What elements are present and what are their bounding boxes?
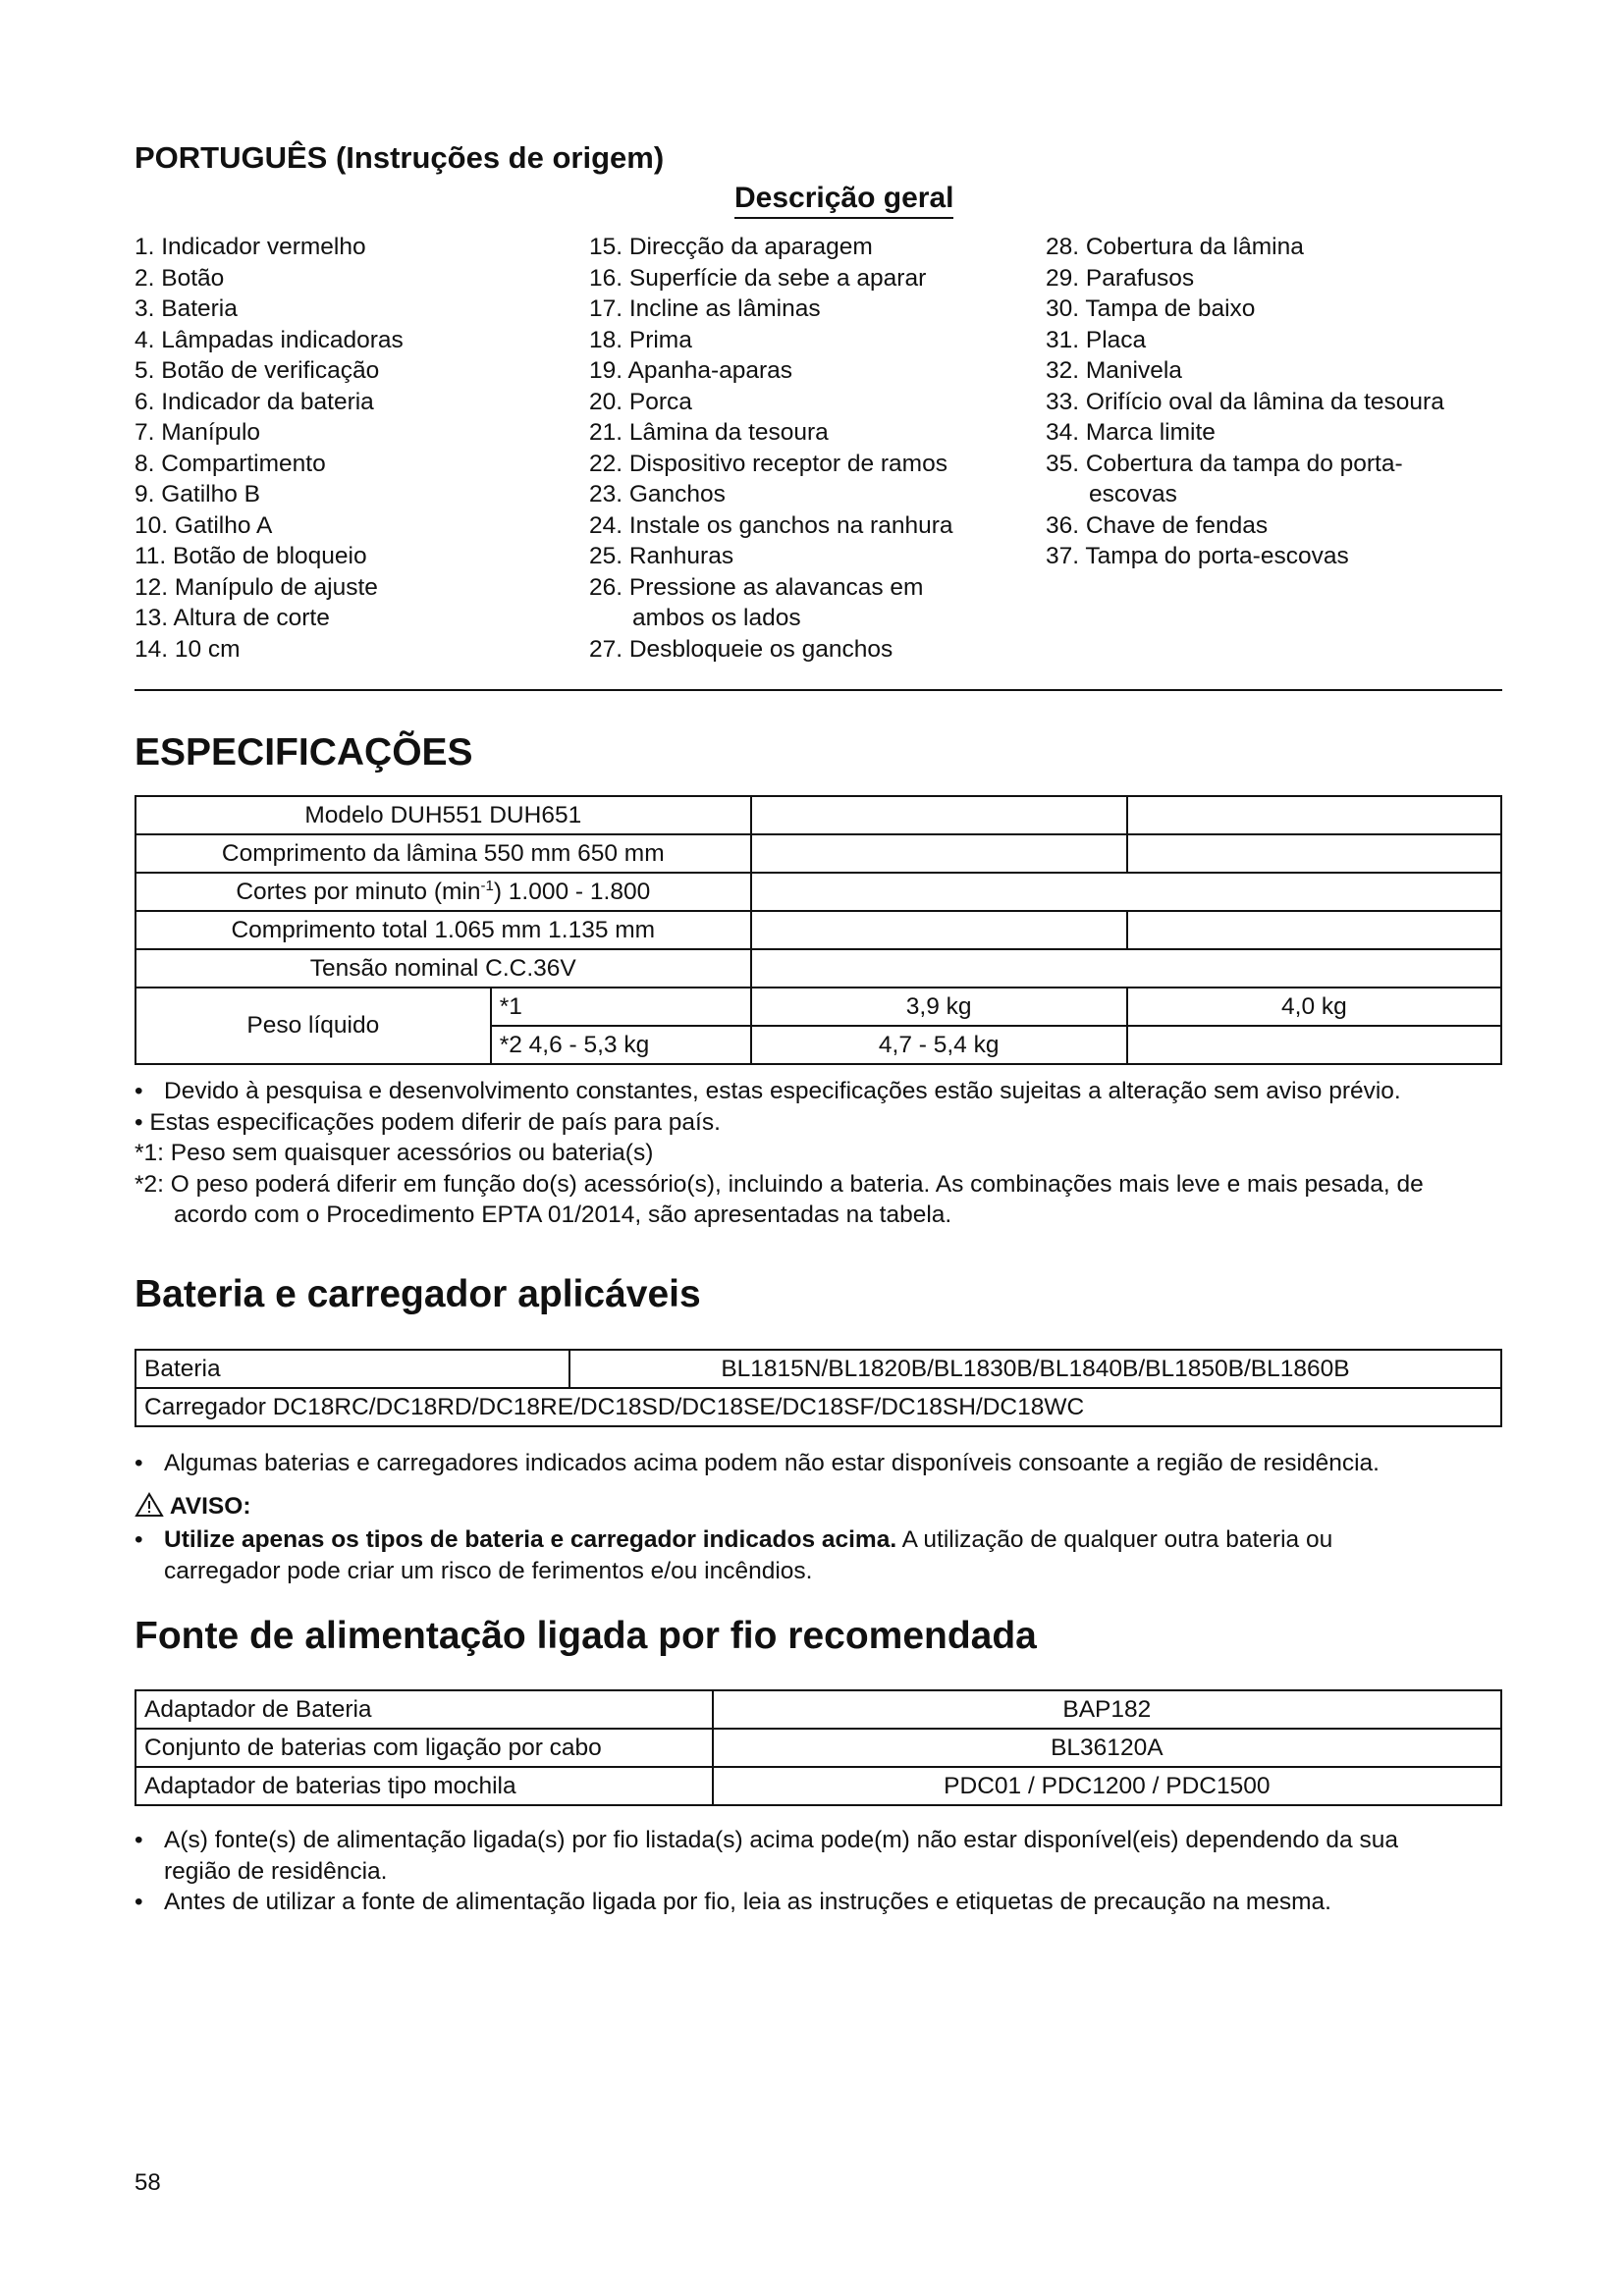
list-item: 8. Compartimento [135,450,326,477]
spec-cuts-per-minute: Cortes por minuto $(\min^{-1})$ 1.000 - 1.800 [135,873,751,911]
list-item-continuation: escovas [1089,481,1177,507]
table-row [135,911,1501,949]
warning-item: • Utilize apenas os tipos de bateria e carregador indicados acima. A utilização de qualquer outra bateria ou [135,1526,1333,1553]
battery-label: Bateria [135,1350,569,1388]
list-item: 18. Prima [589,326,692,353]
warning-heading: AVISO: [135,1492,251,1521]
battery-note [135,1448,1509,1479]
list-item: 20. Porca [589,388,692,415]
power-source-notes [135,1825,1509,1918]
power-source-model: BL36120A [713,1729,1501,1767]
specifications-table [135,795,1502,1065]
warning-text [135,1524,1509,1586]
list-item: 11. Botão de bloqueio [135,543,367,569]
warning-triangle-icon [135,1492,164,1518]
page-number: 58 [135,2169,161,2196]
note-item-continuation: acordo com o Procedimento EPTA 01/2014, são apresentadas na tabela. [174,1201,952,1228]
list-item: 17. Incline as lâminas [589,295,821,322]
spec-weight-1-value-b: 4,0 kg [1127,988,1501,1026]
battery-models: BL1815N/BL1820B/BL1830B/BL1840B/BL1850B/BL1860B [569,1350,1501,1388]
list-item: 23. Ganchos [589,481,726,507]
list-item: 12. Manípulo de ajuste [135,573,378,601]
specifications-heading: ESPECIFICAÇÕES [135,731,473,774]
note-item: *1: Peso sem quaisquer acessórios ou bateria(s) [135,1140,654,1166]
table-row [135,873,1501,911]
list-item: 33. Orifício oval da lâmina da tesoura [1046,388,1444,415]
list-item-continuation: ambos os lados [632,605,801,631]
battery-charger-table [135,1349,1502,1427]
list-item: 30. Tampa de baixo [1046,295,1256,322]
table-row [135,1388,1501,1426]
power-source-model: BAP182 [713,1690,1501,1729]
power-source-label: Adaptador de baterias tipo mochila [135,1767,713,1805]
table-row [135,796,1501,834]
spec-weight-1-value-a: 3,9 kg [751,988,1127,1026]
note-item-continuation: região de residência. [164,1857,388,1885]
note-item: • Estas especificações podem diferir de país para país. [135,1108,721,1136]
spec-model: Modelo DUH551 DUH651 [135,796,751,834]
spec-weight-2-value: 4,7 - 5,4 kg [751,1026,1127,1064]
parts-list-column-1 [135,232,404,665]
list-item: 19. Apanha-aparas [589,357,793,384]
parts-list-column-3 [1046,232,1444,572]
list-item: 34. Marca limite [1046,419,1216,446]
list-item: 22. Dispositivo receptor de ramos [589,450,947,477]
spec-net-weight-label: Peso líquido [135,988,491,1064]
power-source-model: PDC01 / PDC1200 / PDC1500 [713,1767,1501,1805]
section-title-general-description: Descrição geral [734,182,953,219]
specifications-notes [135,1076,1509,1231]
list-item: 9. Gatilho B [135,481,261,507]
table-row [135,949,1501,988]
battery-charger-heading: Bateria e carregador aplicáveis [135,1273,701,1315]
note-item: • Algumas baterias e carregadores indicados acima podem não estar disponíveis consoante a região de residência. [135,1450,1380,1476]
list-item: 6. Indicador da bateria [135,388,374,415]
spec-rated-voltage: Tensão nominal C.C.36V [135,949,751,988]
list-item: 31. Placa [1046,326,1147,353]
charger-models: Carregador DC18RC/DC18RD/DC18RE/DC18SD/DC18SE/DC18SF/DC18SH/DC18WC [135,1388,1501,1426]
spec-weight-2-label: *2 4,6 - 5,3 kg [491,1026,751,1064]
note-item: *2: O peso poderá diferir em função do(s) acessório(s), incluindo a bateria. As combinações mais leve e mais pesada, de [135,1170,1424,1198]
list-item: 5. Botão de verificação [135,357,380,384]
list-item: 35. Cobertura da tampa do porta- [1046,450,1403,477]
list-item: 13. Altura de corte [135,605,330,631]
warning-item-continuation: carregador pode criar um risco de ferimentos e/ou incêndios. [164,1557,813,1584]
list-item: 25. Ranhuras [589,543,734,569]
parts-list-column-2 [589,232,952,665]
language-title: PORTUGUÊS (Instruções de origem) [135,140,665,175]
table-row [135,1350,1501,1388]
list-item: 26. Pressione as alavancas em [589,573,924,601]
list-item: 3. Bateria [135,295,238,322]
list-item: 10. Gatilho A [135,511,273,539]
note-item: • Devido à pesquisa e desenvolvimento constantes, estas especificações estão sujeitas a alteração sem aviso prévio. [135,1078,1401,1104]
list-item: 28. Cobertura da lâmina [1046,234,1304,260]
power-source-label: Conjunto de baterias com ligação por cabo [135,1729,713,1767]
spec-weight-1-label: *1 [491,988,751,1026]
list-item: 4. Lâmpadas indicadoras [135,326,404,353]
spec-blade-length: Comprimento da lâmina 550 mm 650 mm [135,834,751,873]
note-item: • A(s) fonte(s) de alimentação ligada(s) por fio listada(s) acima pode(m) não estar disponível(eis) dependendo da sua [135,1827,1398,1853]
list-item: 29. Parafusos [1046,264,1195,292]
power-source-table [135,1689,1502,1806]
note-item: • Antes de utilizar a fonte de alimentação ligada por fio, leia as instruções e etiquetas de precaução na mesma. [135,1889,1331,1915]
section-divider [135,689,1502,691]
list-item: 36. Chave de fendas [1046,511,1269,539]
list-item: 21. Lâmina da tesoura [589,419,829,446]
list-item: 32. Manivela [1046,357,1182,384]
spec-overall-length: Comprimento total 1.065 mm 1.135 mm [135,911,751,949]
table-row [135,988,1501,1026]
table-row [135,834,1501,873]
power-source-heading: Fonte de alimentação ligada por fio recomendada [135,1615,1037,1657]
power-source-label: Adaptador de Bateria [135,1690,713,1729]
table-row [135,1690,1501,1729]
list-item: 27. Desbloqueie os ganchos [589,635,893,663]
list-item: 7. Manípulo [135,419,261,446]
list-item: 16. Superfície da sebe a aparar [589,264,927,292]
list-item: 2. Botão [135,264,225,292]
list-item: 15. Direcção da aparagem [589,234,873,260]
list-item: 1. Indicador vermelho [135,234,366,260]
list-item: 14. 10 cm [135,635,241,663]
list-item: 37. Tampa do porta-escovas [1046,543,1349,569]
table-row [135,1729,1501,1767]
table-row [135,1767,1501,1805]
list-item: 24. Instale os ganchos na ranhura [589,511,953,539]
